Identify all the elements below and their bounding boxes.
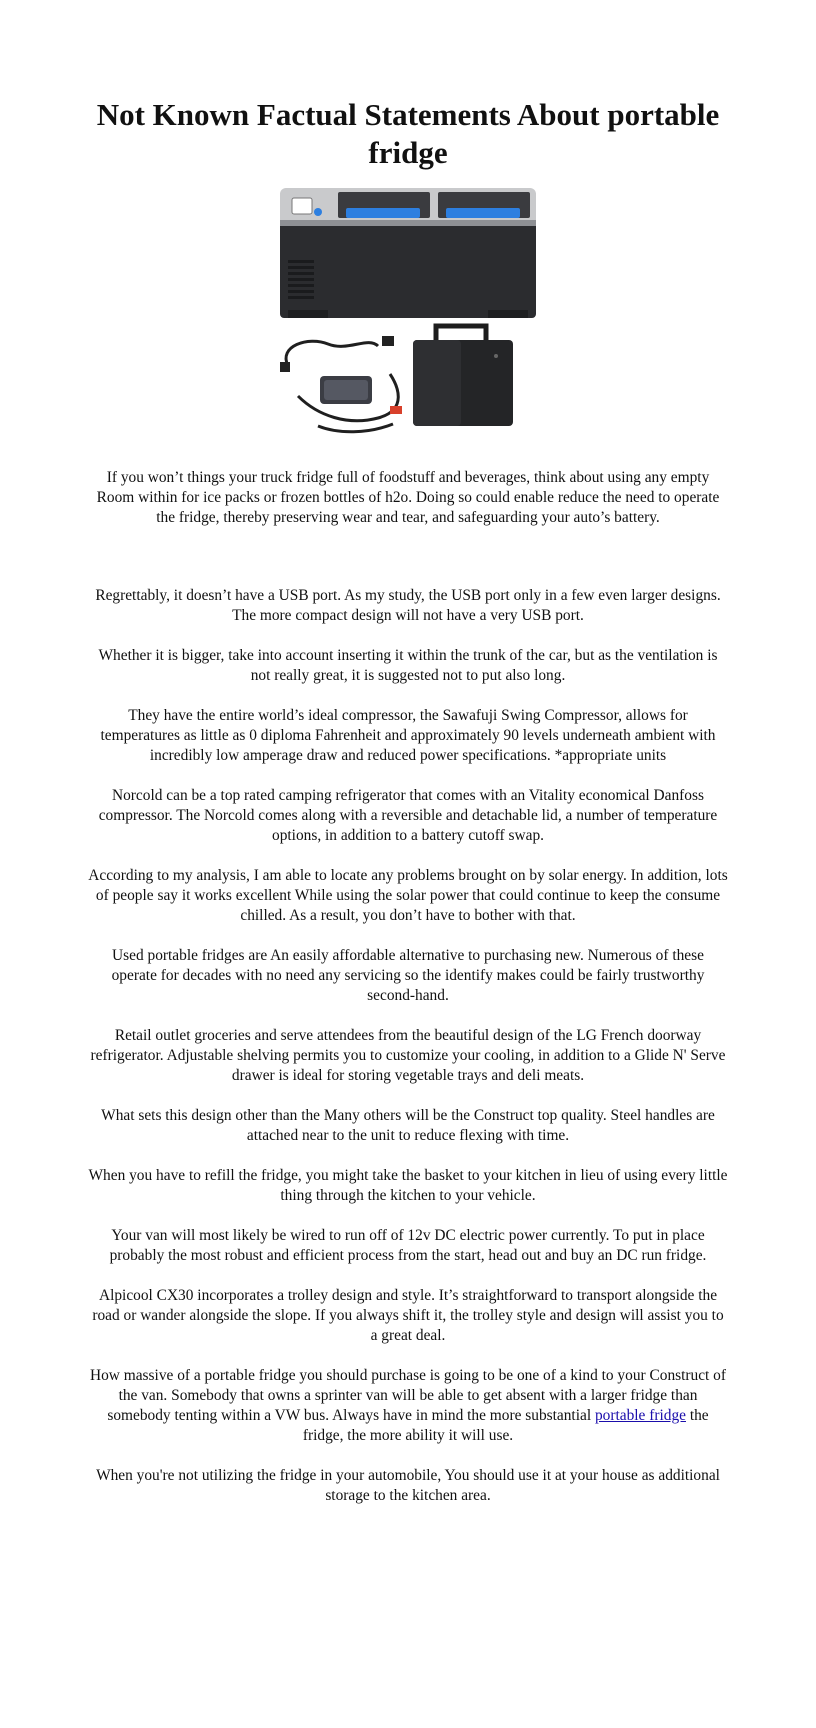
paragraph: They have the entire world’s ideal compressor, the Sawafuji Swing Compressor, allows for temperatures as little as 0 diploma Fahrenheit and approximately 90 levels underneath ambient with incredibly low amperage draw and reduced power specifications. *appropriate units <box>100 707 716 764</box>
fridge-illustration <box>280 188 536 318</box>
paragraph: If you won’t things your truck fridge full of foodstuff and beverages, think about using any empty Room within for ice packs or frozen bottles of h2o. Doing so could enable reduce the need to operate the fridge, thereby preserving wear and tear, and safeguarding your auto’s battery. <box>96 469 720 526</box>
paragraph: Whether it is bigger, take into account inserting it within the trunk of the car, but as the ventilation is not really great, it is suggested not to put also long. <box>98 647 718 684</box>
product-image <box>258 186 558 436</box>
paragraph-with-link <box>88 1366 728 1446</box>
portable-fridge-link[interactable]: portable fridge <box>594 1407 686 1424</box>
paragraph: Alpicool CX30 incorporates a trolley design and style. It’s straightforward to transport alongside the road or wander alongside the slope. If you always shift it, the trolley style and design will assist you to a great deal. <box>92 1287 724 1344</box>
paragraph: Regrettably, it doesn’t have a USB port. As my study, the USB port only in a few even larger designs. The more compact design will not have a very USB port. <box>95 587 721 624</box>
paragraph: What sets this design other than the Many others will be the Construct top quality. Steel handles are attached near to the unit to reduce flexing with time. <box>101 1107 715 1144</box>
paragraph: Norcold can be a top rated camping refrigerator that comes with an Vitality economical Danfoss compressor. The Norcold comes along with a reversible and detachable lid, a number of temperature options, in addition to a battery cutoff swap. <box>98 787 718 844</box>
paragraph: Used portable fridges are An easily affordable alternative to purchasing new. Numerous of these operate for decades with no need any servicing so the identify makes could be fairly trustworthy second-hand. <box>111 947 705 1004</box>
article-title: Not Known Factual Statements About portable fridge <box>96 97 720 170</box>
paragraph: According to my analysis, I am able to locate any problems brought on by solar energy. In addition, lots of people say it works excellent While using the solar power that could continue to keep the consume chilled. As a result, you don’t have to bother with that. <box>88 867 728 924</box>
paragraph-text: the fridge, the more ability it will use. <box>302 1407 709 1444</box>
paragraph: Retail outlet groceries and serve attendees from the beautiful design of the LG French doorway refrigerator. Adjustable shelving permits you to customize your cooling, in addition to a Glide N' Serve drawer is ideal for storing vegetable trays and deli meats. <box>90 1027 726 1084</box>
article <box>88 0 728 1506</box>
paragraph: When you're not utilizing the fridge in your automobile, You should use it at your house as additional storage to the kitchen area. <box>96 1467 720 1504</box>
paragraph: When you have to refill the fridge, you might take the basket to your kitchen in lieu of using every little thing through the kitchen to your vehicle. <box>88 1167 728 1204</box>
paragraph: Your van will most likely be wired to run off of 12v DC electric power currently. To put in place probably the most robust and efficient process from the start, head out and buy an DC run fridge. <box>109 1227 707 1264</box>
battery-pack-illustration <box>413 326 513 426</box>
paragraph-text: How massive of a portable fridge you should purchase is going to be one of a kind to your Construct of the van. Somebody that owns a sprinter van will be able to get absent with a larger fridge than somebody tenting within a VW bus. Always have in mind the more substantial <box>89 1367 727 1424</box>
